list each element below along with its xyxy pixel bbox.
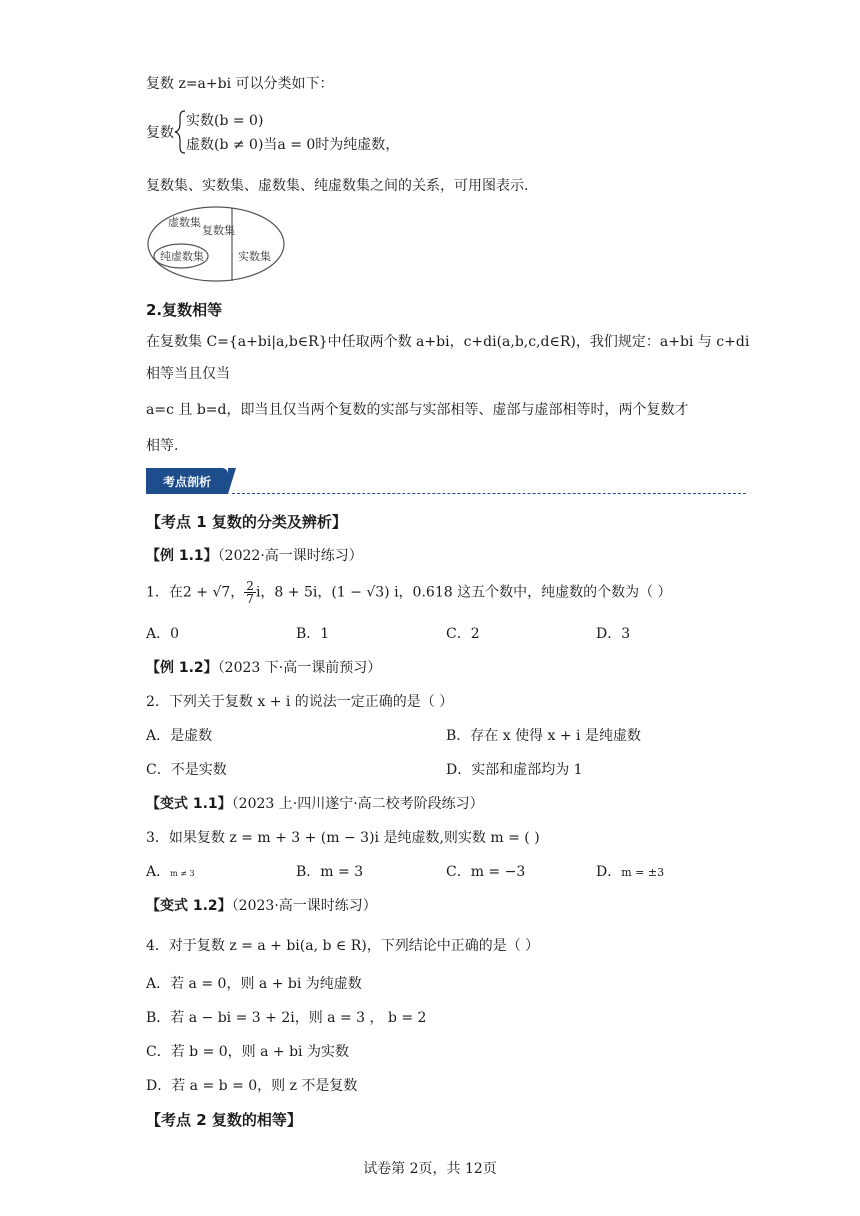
ex11-option-d: D．3 bbox=[596, 626, 631, 642]
section2-p3: a=c 且 b=d，即当且仅当两个复数的实部与实部相等、虚部与虚部相等时，两个复数才 bbox=[146, 402, 689, 418]
ex11-option-b: B．1 bbox=[296, 626, 330, 642]
ex12-option-c: C．不是实数 bbox=[146, 762, 227, 778]
ex12-option-d: D．实部和虚部均为 1 bbox=[446, 762, 583, 778]
var11-header: 【变式 1.1】（2023 上·四川遂宁·高二校考阶段练习） bbox=[146, 796, 484, 812]
section-tag: 考点剖析 bbox=[146, 468, 228, 494]
classification-brace bbox=[146, 108, 466, 156]
ex11-question: 1．在2 + √7， $\frac{2}{7}$ i，8 + 5i，(1 − √3) i，0.618 这五个数中，纯虚数的个数为（ ） bbox=[146, 579, 672, 606]
dashed-divider bbox=[232, 493, 746, 494]
section2-p1: 在复数集 C={a+bi|a,b∈R}中任取两个数 a+bi，c+di(a,b,c,d∈R)，我们规定：a+bi 与 c+di bbox=[146, 334, 750, 350]
var11-option-a: A．m ≠ 3 bbox=[146, 864, 195, 880]
section-tag-bar bbox=[146, 468, 746, 496]
section2-p4: 相等. bbox=[146, 438, 179, 454]
var12-question: 4．对于复数 z = a + bi(a, b ∈ R)，下列结论中正确的是（ ） bbox=[146, 938, 540, 954]
var11-option-c: C．m = −3 bbox=[446, 864, 526, 880]
section2-p2: 相等当且仅当 bbox=[146, 366, 230, 382]
relation-text: 复数集、实数集、虚数集、纯虚数集之间的关系，可用图表示. bbox=[146, 178, 529, 194]
ex12-option-a: A．是虚数 bbox=[146, 728, 213, 744]
kaodian1-heading: 【考点 1 复数的分类及辨析】 bbox=[146, 513, 347, 531]
var11-question: 3．如果复数 z = m + 3 + (m − 3)i 是纯虚数,则实数 m = ( ) bbox=[146, 830, 540, 846]
ex12-option-b: B．存在 x 使得 x + i 是纯虚数 bbox=[446, 728, 641, 744]
var12-option-d: D．若 a = b = 0，则 z 不是复数 bbox=[146, 1078, 358, 1094]
ex11-option-c: C．2 bbox=[446, 626, 480, 642]
set-diagram bbox=[146, 204, 286, 284]
brace-imag-line: 虚数(b ≠ 0)当a = 0时为纯虚数， bbox=[186, 137, 400, 153]
section2-title: 2.复数相等 bbox=[146, 301, 223, 319]
var12-option-b: B．若 a − bi = 3 + 2i，则 a = 3 ， b = 2 bbox=[146, 1010, 427, 1026]
fraction: $\frac{2}{7}$ bbox=[246, 579, 254, 606]
var12-option-a: A．若 a = 0，则 a + bi 为纯虚数 bbox=[146, 976, 362, 992]
diagram-pure-label: 纯虚数集 bbox=[160, 250, 204, 263]
diagram-real-label: 实数集 bbox=[238, 250, 271, 263]
var11-option-b: B．m = 3 bbox=[296, 864, 364, 880]
diagram-imag-label: 虚数集 bbox=[168, 216, 201, 229]
curly-brace-icon bbox=[174, 110, 186, 154]
ex11-option-a: A．0 bbox=[146, 626, 180, 642]
var12-header: 【变式 1.2】（2023·高一课时练习） bbox=[146, 898, 377, 914]
page-footer: 试卷第 2页，共 12页 bbox=[363, 1161, 497, 1177]
brace-real-line: 实数(b = 0) bbox=[186, 113, 264, 129]
ex11-header: 【例 1.1】（2022·高一课时练习） bbox=[146, 548, 363, 564]
ex12-question: 2．下列关于复数 x + i 的说法一定正确的是（ ） bbox=[146, 694, 454, 710]
diagram-complex-label: 复数集 bbox=[202, 224, 235, 237]
kaodian2-heading: 【考点 2 复数的相等】 bbox=[146, 1111, 302, 1129]
var12-option-c: C．若 b = 0，则 a + bi 为实数 bbox=[146, 1044, 349, 1060]
ex12-header: 【例 1.2】（2023 下·高一课前预习） bbox=[146, 660, 382, 676]
brace-word: 复数 bbox=[146, 125, 174, 141]
var11-option-d: D．m = ±3 bbox=[596, 864, 665, 880]
classification-intro: 复数 z=a+bi 可以分类如下： bbox=[146, 76, 334, 92]
